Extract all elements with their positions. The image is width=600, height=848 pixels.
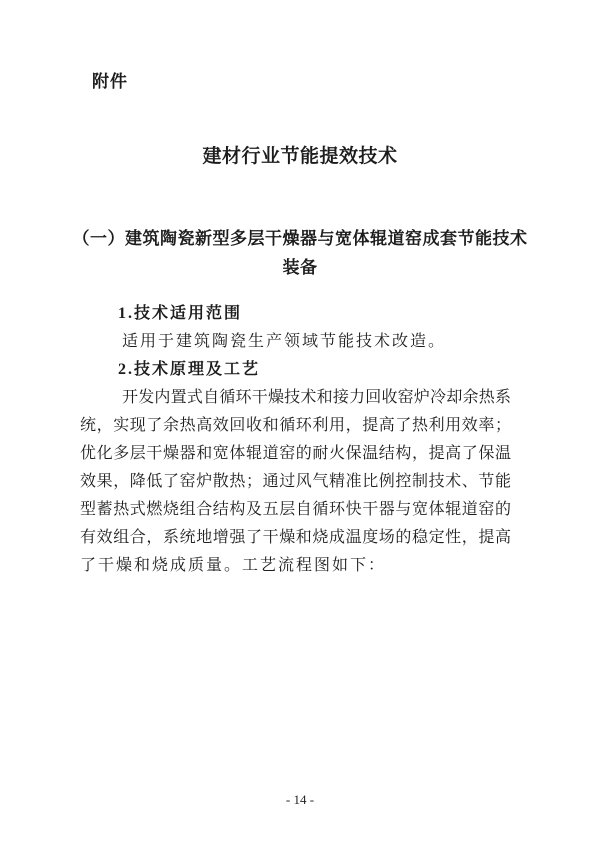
- paragraph-line: 有效组合，系统地增强了干燥和烧成温度场的稳定性，提高: [80, 529, 511, 546]
- paragraph-line: 型蓄热式燃烧组合结构及五层自循环快干器与宽体辊道窑的: [80, 501, 511, 518]
- subsection-2-heading: 2.技术原理及工艺: [118, 361, 261, 378]
- attachment-label: 附件: [92, 72, 128, 91]
- paragraph-line: 开发内置式自循环干燥技术和接力回收窑炉冷却余热系: [122, 389, 511, 406]
- paragraph-line: 了干燥和烧成质量。工艺流程图如下：: [80, 557, 387, 574]
- section-heading: [60, 224, 540, 282]
- subsection-1-body: 适用于建筑陶瓷生产领域节能技术改造。: [122, 333, 447, 350]
- section-heading-line-1: （一）建筑陶瓷新型多层干燥器与宽体辊道窑成套节能技术: [72, 229, 528, 248]
- page-number: - 14 -: [285, 792, 315, 807]
- subsection-1-heading: 1.技术适用范围: [118, 305, 243, 322]
- document-title: 建材行业节能提效技术: [202, 146, 398, 167]
- section-heading-line-2: 装备: [282, 258, 318, 277]
- paragraph-line: 优化多层干燥器和宽体辊道窑的耐火保温结构，提高了保温: [80, 445, 511, 462]
- document-body: [80, 300, 511, 580]
- paragraph-line: 统，实现了余热高效回收和循环利用，提高了热利用效率；: [80, 417, 511, 434]
- paragraph-line: 效果，降低了窑炉散热；通过风气精准比例控制技术、节能: [80, 473, 511, 490]
